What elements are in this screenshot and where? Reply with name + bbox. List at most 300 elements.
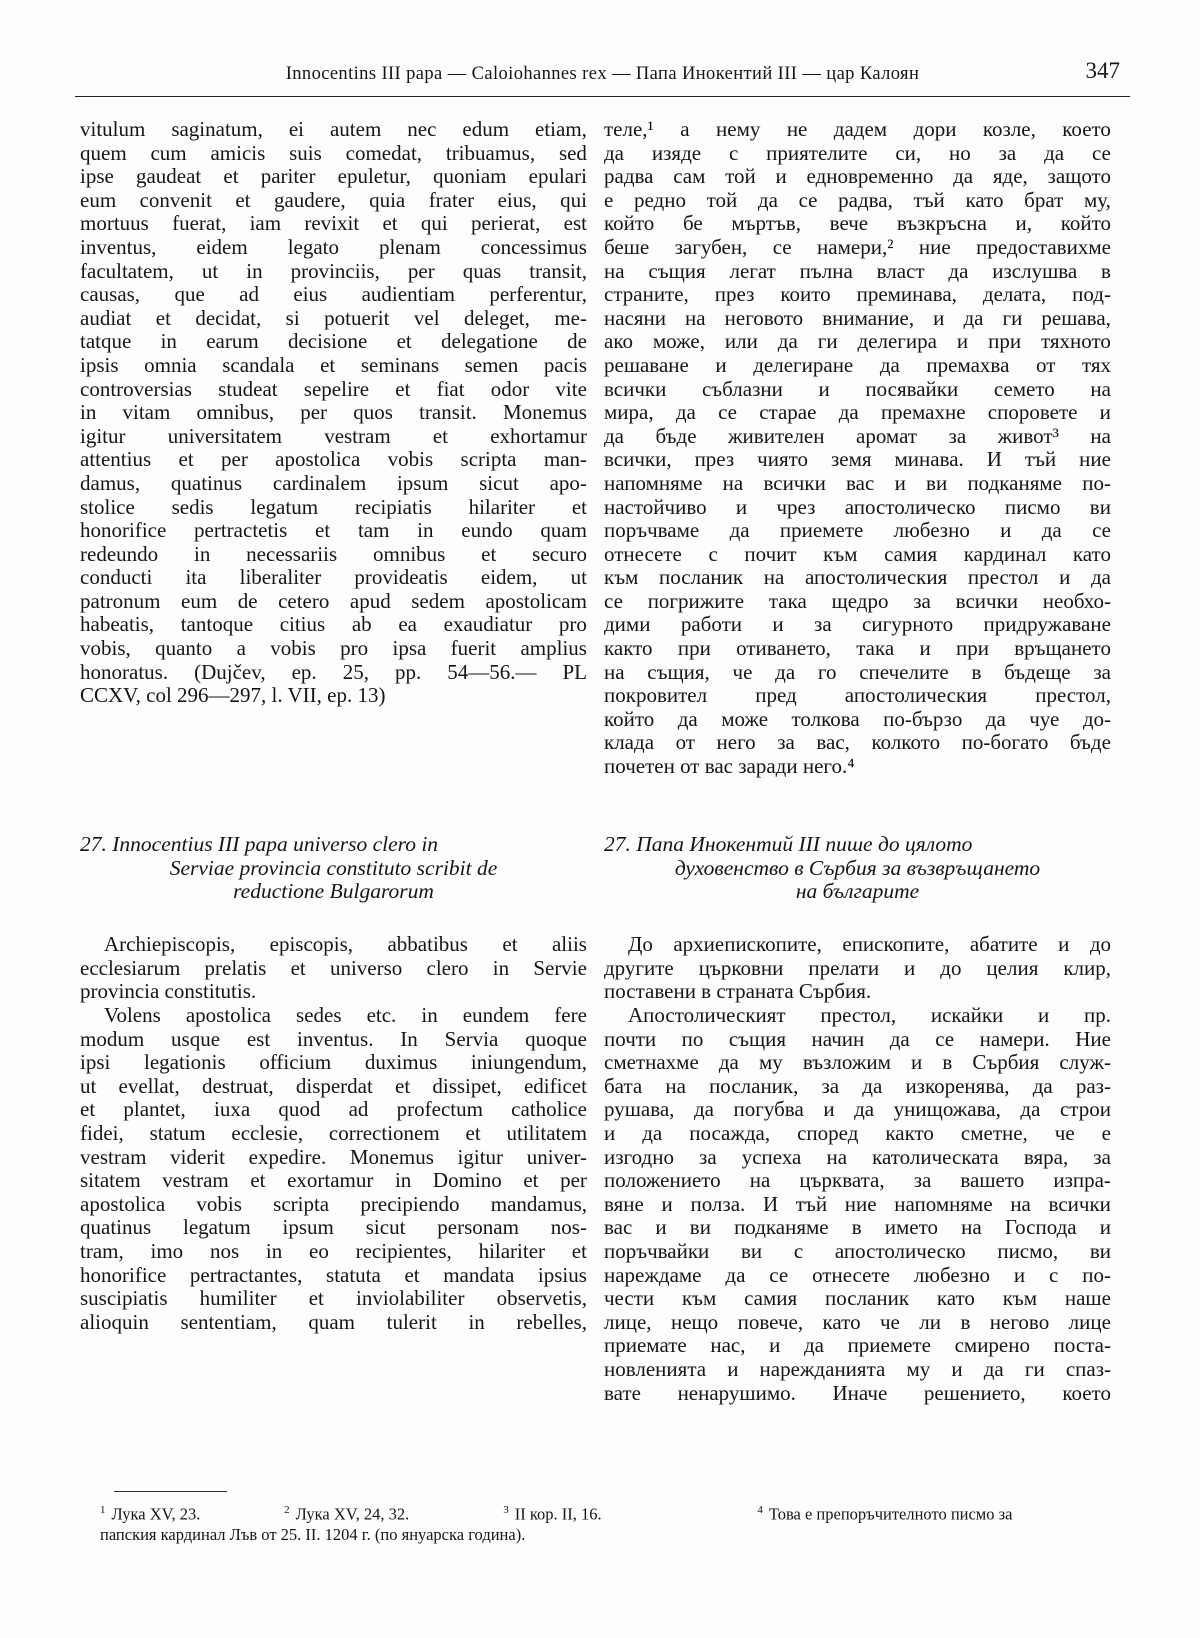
word: насяни [604,305,667,330]
word: новленията [604,1356,707,1381]
word: през [714,282,755,307]
word: correctionem [328,1120,440,1145]
text-line [604,1169,1111,1193]
word: sepelire [303,376,370,401]
word: scripta [273,1191,330,1216]
word: страните, [604,282,689,307]
word: клада [604,730,655,755]
word: apud [349,588,391,613]
word: прелати [808,955,880,980]
word: като [822,1309,861,1334]
word: сигурното [862,612,954,637]
word: ги [1024,1356,1045,1381]
word: in [80,400,97,425]
text-line [604,330,1111,354]
word: тъй [795,1191,828,1216]
word: делегиране [753,352,854,377]
word: liberaliter [239,565,322,590]
word: vestram [324,423,391,448]
word: посланик, [709,1073,799,1098]
word: deleget, [463,305,530,330]
heading-line: 27. Innocentius III papa universo clero in [80,832,439,856]
word: eundo [461,518,513,543]
word: необхо- [1042,588,1111,613]
text-line [80,566,587,590]
word: легат [729,258,776,283]
word: tatque [80,329,132,354]
word: И [986,447,1002,472]
word: ad [239,282,259,307]
text-line [604,1334,1111,1358]
word: е [1101,1120,1111,1145]
word: спечелите [859,659,949,684]
word: да [889,1026,910,1051]
word: epulari [528,164,587,189]
text-line [80,1264,587,1288]
word: observetis, [496,1286,587,1311]
word: scripta [460,447,517,472]
text-line [80,283,587,307]
word: omnibus [372,541,446,566]
word: престол, [1035,683,1111,708]
word: per [407,258,435,283]
word: писмо [1004,494,1061,519]
word: in [246,258,263,283]
word: приемате [604,1333,687,1358]
text-line [80,118,587,142]
word: et [523,1168,539,1193]
word: по-бързо [883,706,963,731]
word: да [985,706,1006,731]
word: me- [554,305,587,330]
word: преминава, [856,282,957,307]
word: му [758,1050,783,1075]
word: престол [967,565,1039,590]
word: iniungendum, [470,1050,587,1075]
word: Domino [432,1168,502,1193]
word: dissipet, [432,1073,502,1098]
word: му, [1083,187,1111,212]
word: potuerit [324,305,390,330]
word: престол, [820,1003,897,1027]
word: ви [689,1215,711,1240]
word: него [716,730,756,755]
running-title: Innocentins III papa — Caloiohannes rex — Папа Инокентий III — цар Калоян [285,64,920,84]
word: другите [604,955,674,980]
word: ecclesie, [231,1120,304,1145]
word: по- [1082,1262,1111,1287]
word: quos [353,400,393,425]
word: и [655,1215,667,1240]
word: всички [604,376,667,401]
word: при [955,636,989,661]
word: frater [428,187,475,212]
word: pacis [543,352,587,377]
word: recipiatis [354,494,432,519]
word: искайки [930,1003,1004,1027]
word: вече [829,211,869,236]
word: eum [80,187,117,212]
word: не [786,117,808,141]
word: damus, [80,470,141,495]
word: и [1099,1215,1111,1240]
footnote-mark: 2 [284,1504,290,1516]
word: да [642,1120,663,1145]
word: sedis [171,494,214,519]
word: минава. [894,447,964,472]
footnote-divider [114,1491,227,1492]
word: в [971,659,982,684]
word: honorifice [80,1262,167,1287]
word: отиването, [736,636,831,661]
word: да [953,164,974,189]
text-line [604,165,1111,189]
text-line [604,1264,1111,1288]
word: настойчиво [604,494,707,519]
word: eo [309,1238,329,1263]
word: на [604,258,625,283]
word: да [1090,565,1111,590]
word: се [772,234,792,259]
text-line [80,1193,587,1217]
word: тъй [913,187,945,212]
word: на [826,1144,848,1169]
word: католическата [872,1144,999,1169]
text-line [604,401,1111,425]
word: поръчвайки [604,1238,710,1263]
word: nos [209,1238,240,1263]
word: предоставихме [976,234,1111,259]
word: се [798,187,818,212]
word: concessimus [480,234,587,259]
word: ita [185,565,207,590]
word: legationis [144,1050,226,1075]
word: до [940,955,962,980]
footnote-mark: 4 [757,1504,763,1516]
word: с [728,140,739,165]
text-line [80,933,587,957]
word: mortuus [80,211,149,236]
word: бъде [655,423,697,448]
word: vobis [270,636,316,661]
text-line [80,496,587,520]
text-line [604,1028,1111,1052]
word: през [694,447,735,472]
word: in [160,329,177,354]
word: Иначе [832,1380,888,1405]
word: и [769,1333,781,1358]
word: да [775,659,796,684]
word: in [421,1003,438,1027]
word: до- [1082,706,1111,731]
word: което [1062,1380,1111,1405]
word: на [749,1168,771,1193]
word: епископите, [842,932,950,956]
word: вас [604,1215,633,1240]
word: в [1101,258,1111,283]
word: за [913,1168,932,1193]
text-line [80,401,587,425]
word: и [823,1097,835,1122]
word: рушава, [604,1097,675,1122]
word: по-богато [961,730,1049,755]
word: ви [1089,494,1111,519]
word: plantet, [123,1097,186,1122]
word: на [1090,376,1111,401]
word: като [965,187,1004,212]
word: и [604,1120,616,1145]
text-line [80,165,587,189]
word: semen [464,352,519,377]
word: quoniam [433,164,507,189]
word: plenam [379,234,441,259]
word: подканяме [734,1215,829,1240]
word: quam [540,518,587,543]
word: щедро [831,588,889,613]
word: от [675,730,695,755]
word: да [1044,140,1065,165]
word: успеха [741,1144,802,1169]
word: fere [554,1003,587,1027]
word: на [961,1215,982,1240]
word: statum [149,1120,206,1145]
heading-line: 27. Папа Инокентий III пише до цялото [604,832,973,856]
text-line: CCXV, col 296—297, l. VII, ep. 13) [80,683,386,708]
word: че [879,1309,900,1334]
word: perierat, [470,211,541,236]
word: ли [919,1309,942,1334]
word: служ- [1059,1050,1111,1075]
word: transit, [529,258,587,283]
word: tribuamus, [445,140,536,165]
text-line [80,330,587,354]
word: се [935,1026,955,1051]
word: самия [744,1286,798,1311]
word: suis [289,140,322,165]
word: чуе [1029,706,1060,731]
word: vel [413,305,440,330]
word: ad [348,1097,369,1122]
word: et [178,447,194,472]
text-line [604,543,1111,567]
word: pertractantes, [189,1262,303,1287]
word: земя [830,447,872,472]
text-line [604,637,1111,661]
text-line [604,1382,1111,1406]
word: да [1041,518,1062,543]
word: тях [1081,352,1111,377]
word: per [560,1168,587,1193]
word: eidem [196,234,248,259]
text-line [604,1146,1111,1170]
word: nec [407,117,437,141]
text-line [604,613,1111,637]
word: за [913,588,931,613]
text-line [80,519,587,543]
footnote-text: Това е препоръчителното писмо за [768,1504,1013,1524]
text-line [604,933,1111,957]
word: и [818,376,830,401]
text-line [604,118,1111,142]
word: от [1035,352,1056,377]
footnote-3 [503,1500,753,1525]
word: epuletur, [337,164,411,189]
word: всички [955,588,1019,613]
word: теле,¹ [604,117,654,141]
word: но [949,140,971,165]
word: така [768,588,807,613]
word: който [1060,211,1111,236]
word: чести [604,1286,655,1311]
word: revixit [304,211,360,236]
word: viderit [170,1144,225,1169]
word: vobis [387,447,434,472]
word: любезно [913,1262,991,1287]
word: придружаване [983,612,1111,637]
text-line [80,1004,587,1028]
word: et [308,1286,324,1311]
word: studeat [218,376,278,401]
word: радва [604,164,654,189]
word: autem [329,117,382,141]
word: за [998,140,1017,165]
word: негово [989,1309,1050,1334]
word: eius, [497,187,537,212]
word: Servia [444,1026,499,1051]
word: апостолическо [834,1238,966,1263]
text-line [604,448,1111,472]
word: pro [340,636,369,661]
word: за [1093,1144,1111,1169]
word: pro [558,612,587,637]
footnote-4 [757,1500,1012,1525]
text-line [604,519,1111,543]
text-line [80,425,587,449]
word: quatinus [80,1215,152,1240]
word: apostolica [80,1191,166,1216]
latin-section-heading [80,833,587,904]
word: нещо [670,1309,719,1334]
word: audientiam [361,282,455,307]
word: honoratus. [80,659,169,684]
word: може [721,706,769,731]
word: апостолическия [804,565,948,590]
word: et [223,164,239,189]
text-line [80,212,587,236]
word: Господа [1004,1215,1077,1240]
word: omnia [144,352,197,377]
word: дадем [833,117,888,141]
word: causas, [80,282,141,307]
text-line [604,1240,1111,1264]
word: utilitatem [506,1120,587,1145]
footnote-row [100,1525,1120,1545]
word: и [661,1191,673,1216]
word: recipientes, [355,1238,452,1263]
word: ви [740,1238,763,1263]
word: за [777,730,795,755]
word: sed [558,140,587,165]
word: тъй [1024,447,1057,472]
word: както [885,1120,934,1145]
word: comedat, [345,140,423,165]
word: universitatem [167,423,282,448]
word: решава, [1041,305,1111,330]
word: и [933,305,945,330]
word: disperdat [295,1073,373,1098]
word: в [942,1050,953,1075]
footnote-row [100,1500,1120,1525]
word: решаване [604,352,689,377]
word: qui [560,187,587,212]
word: връщането [1014,636,1111,661]
word: До [628,932,653,956]
word: да [777,329,798,354]
text-line [604,283,1111,307]
word: и [919,636,931,661]
text-line [604,1004,1111,1028]
word: вяра, [1023,1144,1069,1169]
word: ut [201,258,219,283]
word: бъде [1069,730,1111,755]
text-line [80,613,587,637]
word: etiam, [535,117,587,141]
word: ut [570,565,587,590]
word: което [1062,117,1111,141]
word: facultatem, [80,258,174,283]
word: раз- [1075,1073,1111,1098]
word: да [604,140,625,165]
text-line [80,354,587,378]
word: архиепископите, [673,932,822,956]
word: inviolabiliter [355,1286,465,1311]
word: sicut [365,1215,406,1240]
word: същия, [647,659,710,684]
word: лице, [604,1309,652,1334]
word: под- [1072,282,1111,307]
word: нас, [710,1333,746,1358]
word: provideatis [354,565,448,590]
word: нареждаме [604,1262,702,1287]
word: както [604,636,653,661]
word: per [300,400,328,425]
word: omnibus, [196,400,275,425]
word: старае [759,400,817,425]
word: власт [876,258,925,283]
word: които [780,282,831,307]
word: honorifice [80,518,167,543]
word: quia [369,187,406,212]
word: et [290,955,306,980]
bulgarian-column-top [604,118,1111,779]
word: и [894,470,906,495]
word: alioquin [80,1309,149,1334]
word: църквата, [799,1168,885,1193]
word: et [571,494,587,519]
word: и [1013,1262,1026,1287]
word: му [906,1356,931,1381]
word: посажда, [689,1120,771,1145]
word: бата [604,1073,643,1098]
word: hilariter [468,494,536,519]
word: за [1093,659,1111,684]
word: que [174,282,205,307]
word: погубва [733,1097,804,1122]
word: да [604,423,625,448]
word: вас [846,470,875,495]
word: пр. [1084,1003,1111,1027]
text-line [604,236,1111,260]
